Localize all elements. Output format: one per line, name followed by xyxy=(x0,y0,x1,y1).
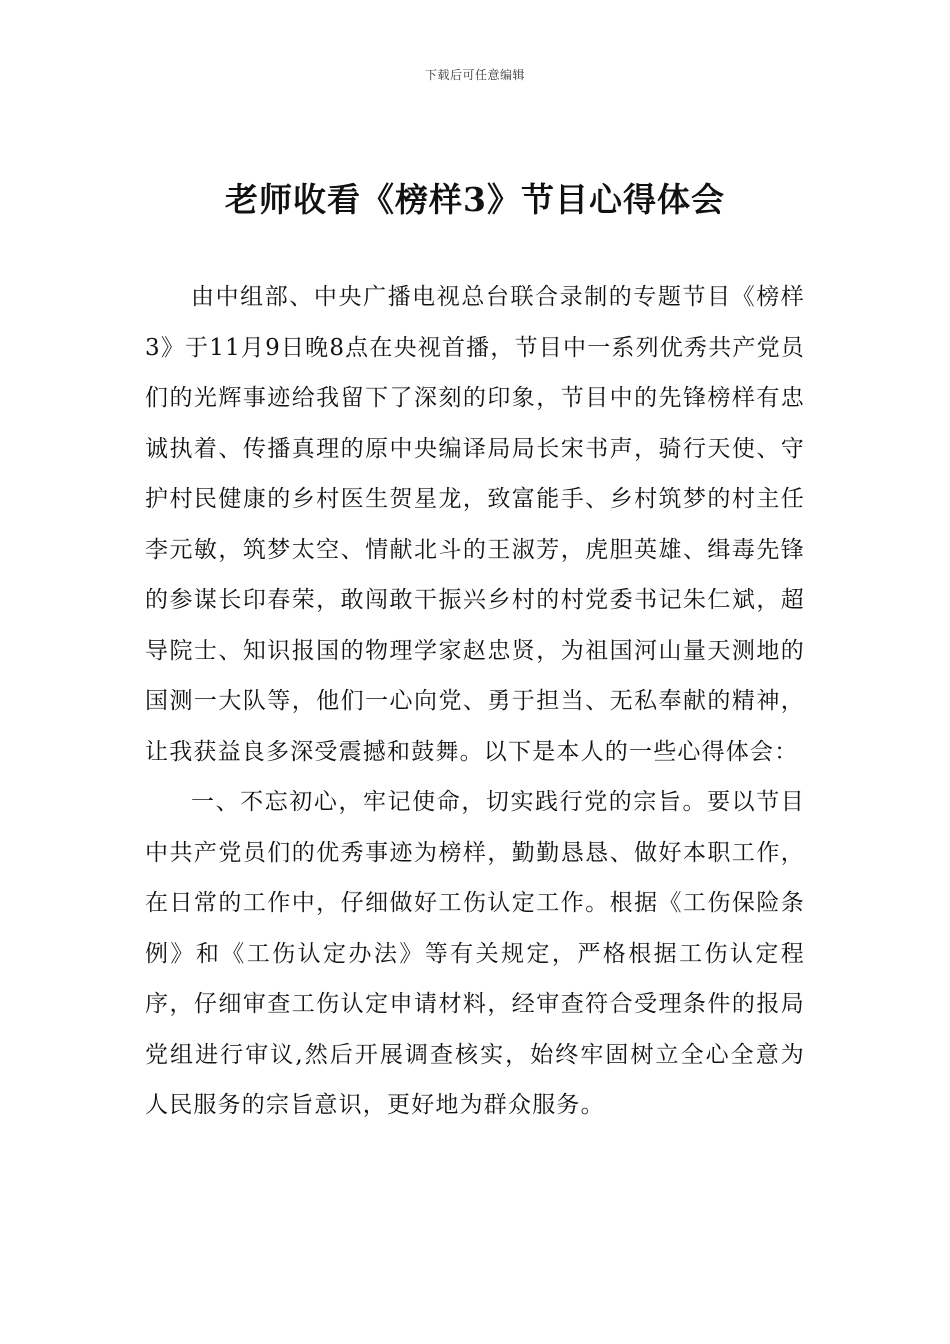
paragraph-point-one: 一、不忘初心，牢记使命，切实践行党的宗旨。要以节目中共产党员们的优秀事迹为榜样，勤勤恳恳、做好本职工作，在日常的工作中，仔细做好工伤认定工作。根据《工伤保险条例》和《工伤认定办法》等有关规定，严格根据工伤认定程序，仔细审查工伤认定申请材料，经审查符合受理条件的报局党组进行审议,然后开展调查核实，始终牢固树立全心全意为人民服务的宗旨意识，更好地为群众服务。 xyxy=(145,789,805,1118)
paragraph-intro: 由中组部、中央广播电视总台联合录制的专题节目《榜样3》于11月9日晚8点在央视首播，节目中一系列优秀共产党员们的光辉事迹给我留下了深刻的印象，节目中的先锋榜样有忠诚执着、传播真理的原中央编译局局长宋书声，骑行天使、守护村民健康的乡村医生贺星龙，致富能手、乡村筑梦的村主任李元敏，筑梦太空、情献北斗的王淑芳，虎胆英雄、缉毒先锋的参谋长印春荣，敢闯敢干振兴乡村的村党委书记朱仁斌，超导院士、知识报国的物理学家赵忠贤，为祖国河山量天测地的国测一大队等，他们一心向党、勇于担当、无私奉献的精神，让我获益良多深受震撼和鼓舞。以下是本人的一些心得体会： xyxy=(145,284,805,765)
document-title: 老师收看《榜样3》节目心得体会 xyxy=(225,180,725,219)
header-note: 下载后可任意编辑 xyxy=(424,68,525,82)
document-body xyxy=(145,272,805,1131)
